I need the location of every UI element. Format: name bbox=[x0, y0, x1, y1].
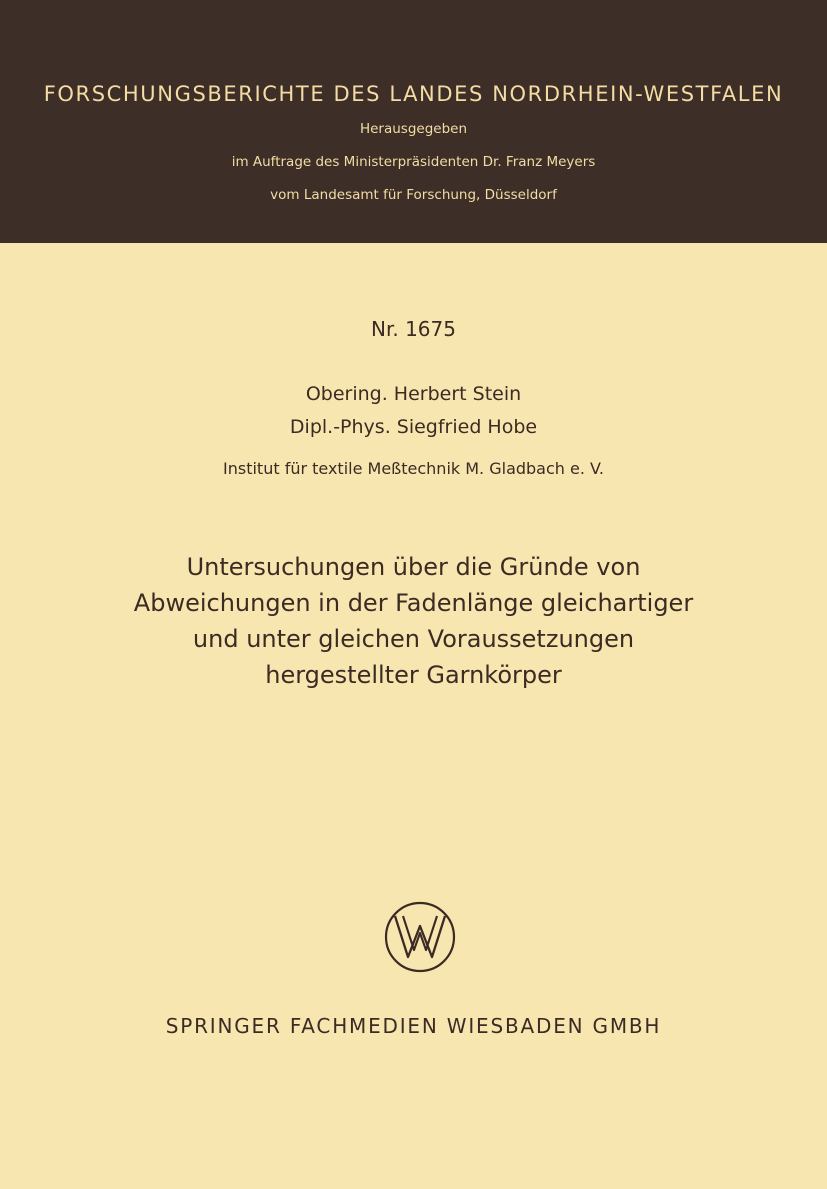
report-number: Nr. 1675 bbox=[371, 317, 456, 341]
publisher-note-line-3: vom Landesamt für Forschung, Düsseldorf bbox=[270, 187, 557, 203]
cover-title bbox=[0, 549, 827, 693]
publisher-note-line-2: im Auftrage des Ministerpräsidenten Dr. Franz Meyers bbox=[231, 154, 596, 170]
author-2: Dipl.-Phys. Siegfried Hobe bbox=[289, 416, 538, 438]
title-line-4: hergestellter Garnkörper bbox=[265, 661, 562, 689]
publisher-note-line-1: Herausgegeben bbox=[359, 121, 468, 137]
title-line-3: und unter gleichen Voraussetzungen bbox=[192, 625, 635, 653]
title-line-1: Untersuchungen über die Gründe von bbox=[186, 553, 641, 581]
title-line-2: Abweichungen in der Fadenlänge gleichartiger bbox=[133, 589, 694, 617]
series-header-band bbox=[0, 0, 827, 243]
publisher-name: SPRINGER FACHMEDIEN WIESBADEN GMBH bbox=[165, 1014, 662, 1038]
author-1: Obering. Herbert Stein bbox=[305, 383, 522, 405]
publisher-ww-logo-icon bbox=[381, 898, 459, 976]
series-title: FORSCHUNGSBERICHTE DES LANDES NORDRHEIN-WESTFALEN bbox=[43, 82, 784, 106]
institute: Institut für textile Meßtechnik M. Gladbach e. V. bbox=[223, 459, 604, 478]
